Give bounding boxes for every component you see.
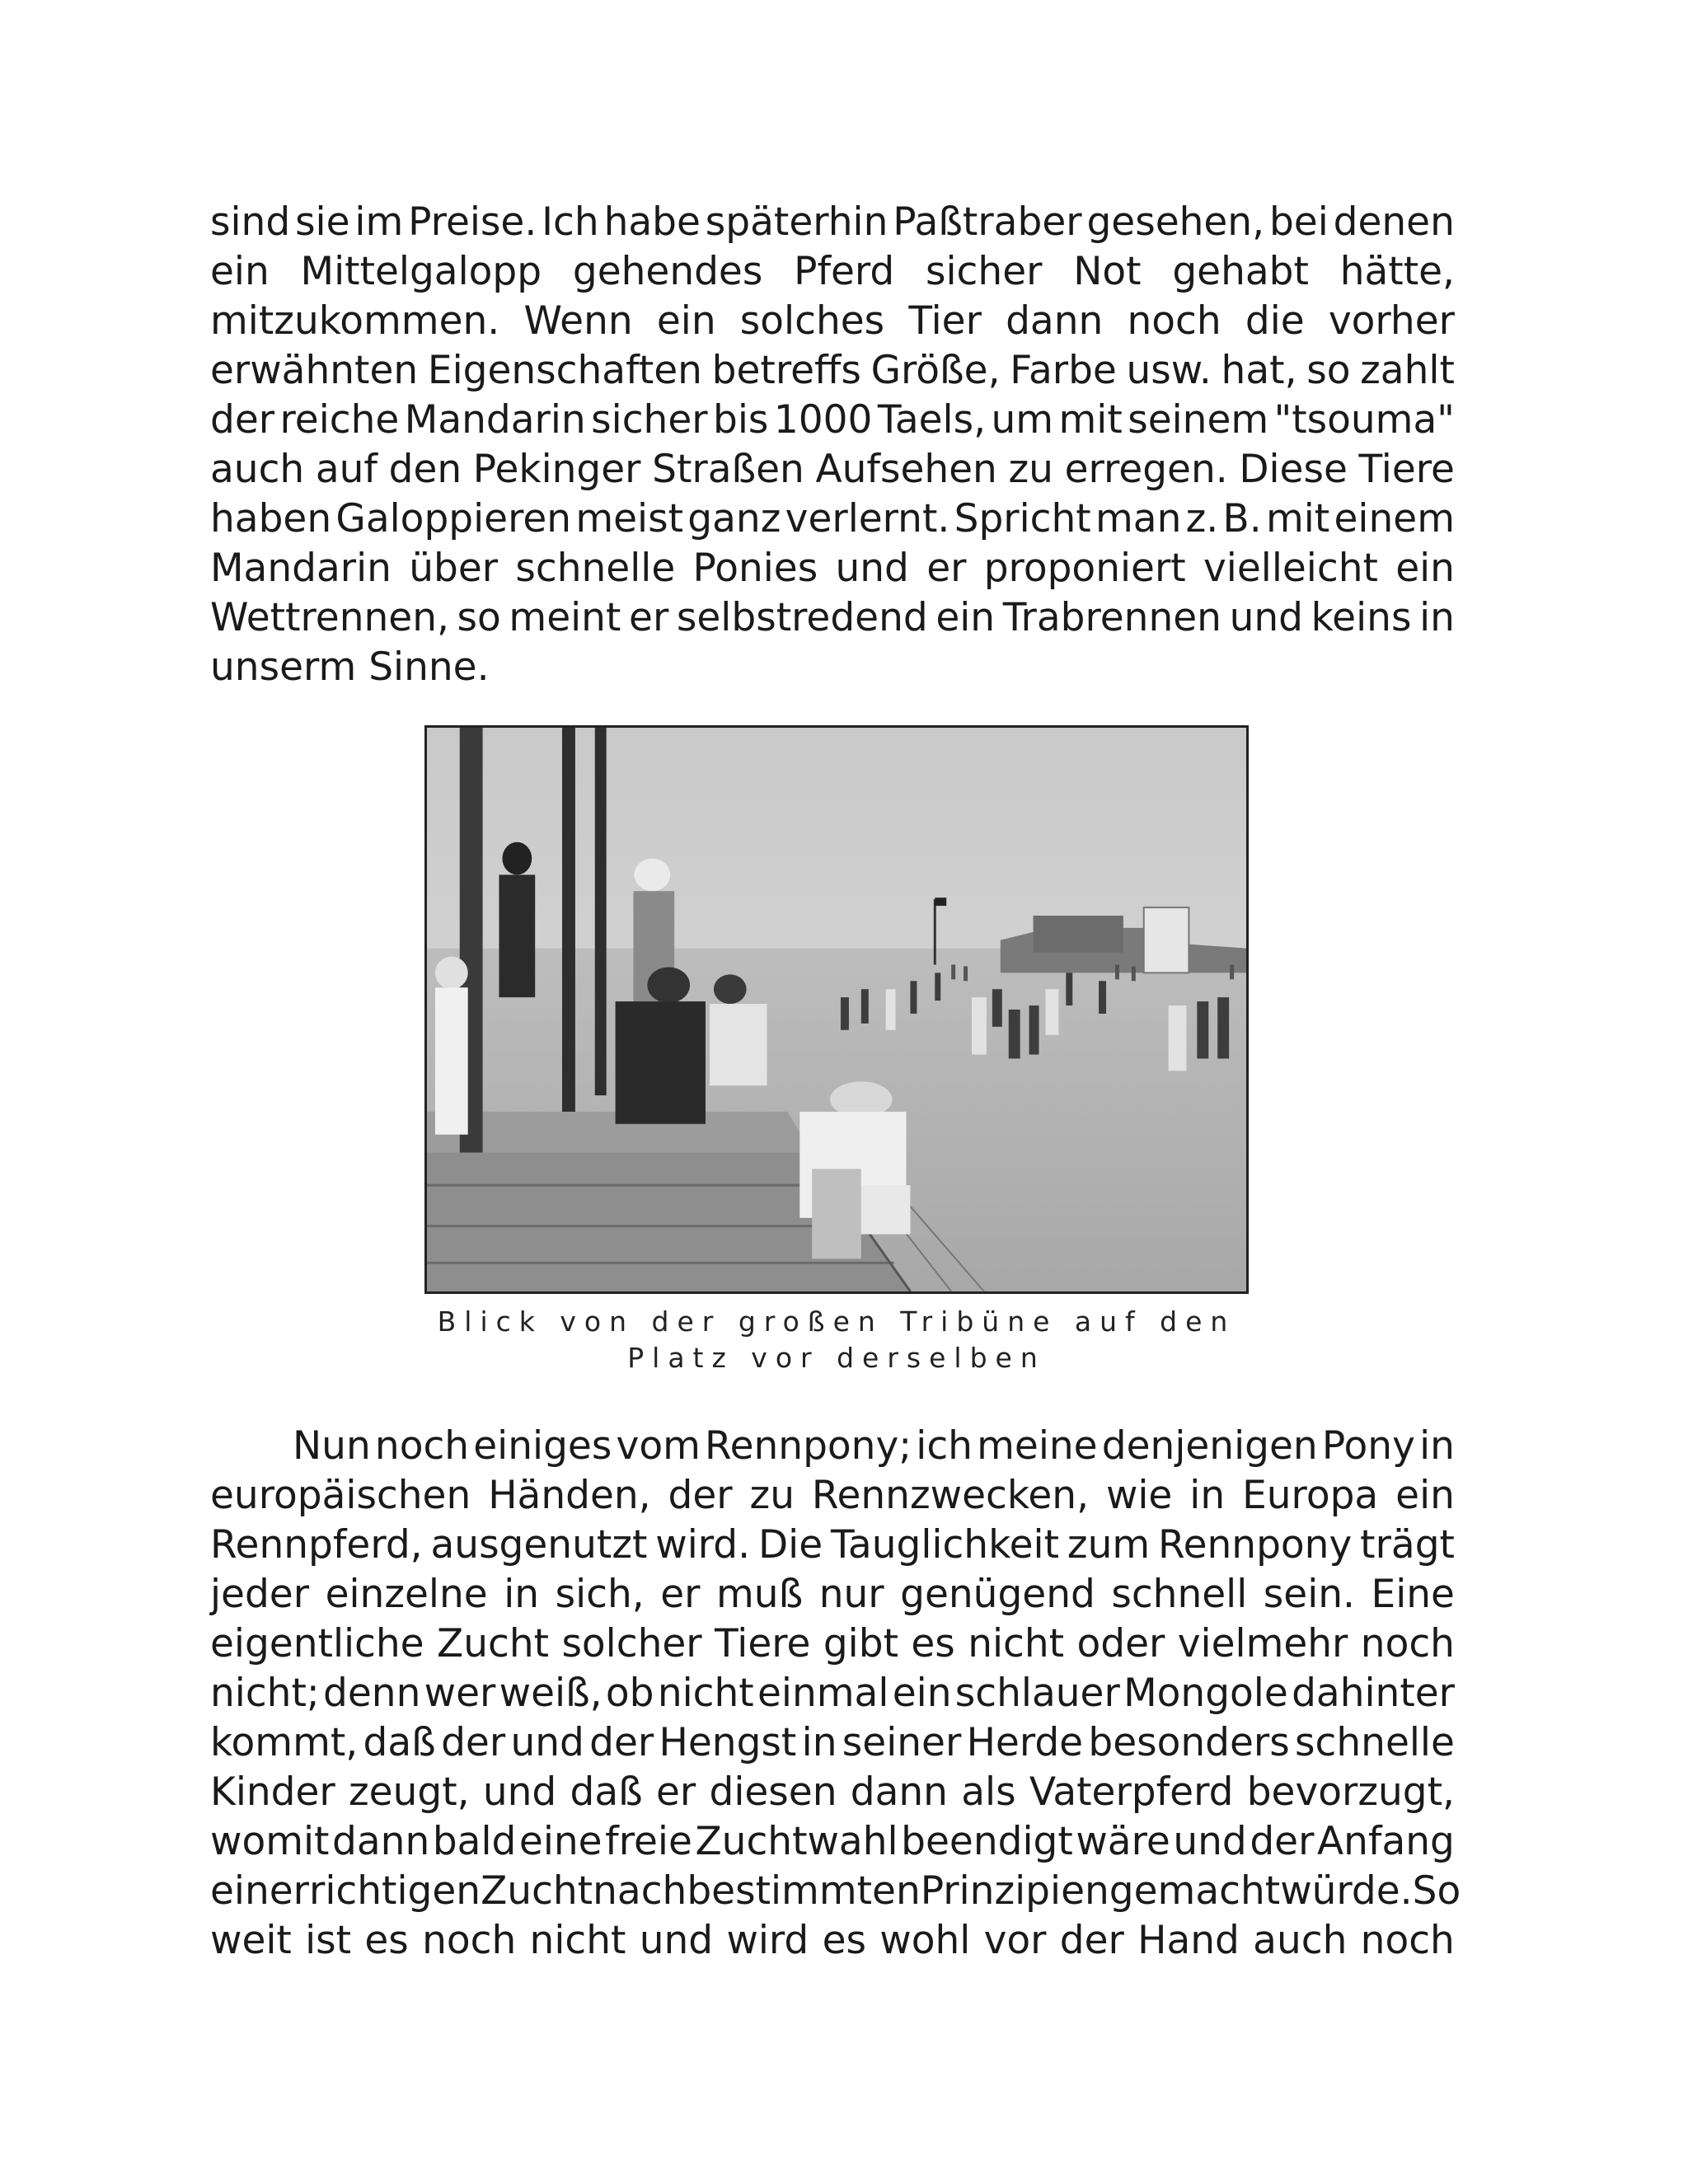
word: wird.: [655, 1522, 751, 1568]
word: freie: [605, 1819, 692, 1864]
word: wäre: [1076, 1819, 1170, 1864]
word: selbstredend: [676, 595, 928, 640]
word: es: [911, 1621, 955, 1666]
word: Kinder: [210, 1769, 335, 1815]
word: z.: [1185, 496, 1219, 541]
word: womit: [210, 1819, 330, 1864]
word: so: [457, 595, 501, 640]
word: dahinter: [1292, 1671, 1455, 1716]
word: Tiere: [715, 1621, 811, 1666]
figure-caption-line-1: Blick von der großen Tribüne auf den: [437, 1305, 1236, 1338]
word: über: [409, 546, 499, 591]
word: hat,: [1221, 348, 1297, 393]
text-line: [210, 247, 1455, 297]
word: der: [441, 1720, 506, 1765]
word: Mandarin: [210, 546, 392, 591]
word: proponiert: [983, 546, 1186, 591]
word: zu: [1008, 447, 1053, 492]
word: er: [629, 595, 669, 640]
word: daß: [363, 1720, 436, 1765]
word: der: [1250, 1819, 1315, 1864]
word: reiche: [279, 397, 400, 443]
text-line: [210, 494, 1455, 544]
word: Pferd: [794, 249, 895, 294]
word: nach: [593, 1868, 687, 1914]
word: meist: [575, 496, 684, 541]
word: bis: [713, 397, 769, 443]
word: Zuchtwahl: [695, 1819, 898, 1864]
word: und: [835, 546, 909, 591]
word: man: [1095, 496, 1182, 541]
word: vorher: [1328, 298, 1455, 344]
word: Ich: [542, 199, 599, 245]
text-run: unserm Sinne.: [210, 644, 490, 690]
word: jeder: [210, 1572, 310, 1617]
word: Europa: [1242, 1473, 1379, 1518]
word: Hand: [1137, 1918, 1240, 1963]
word: denn: [323, 1671, 421, 1716]
word: Pony: [1321, 1423, 1415, 1469]
word: keins: [1311, 595, 1412, 640]
word: Eine: [1371, 1572, 1455, 1617]
word: und: [1229, 595, 1304, 640]
word: es: [364, 1918, 409, 1963]
word: ein: [1395, 1473, 1455, 1518]
word: weiß,: [499, 1671, 603, 1716]
word: gehendes: [572, 249, 763, 294]
word: Pekinger: [472, 447, 641, 492]
word: denjenigen: [1101, 1423, 1318, 1469]
text-line: [210, 1817, 1455, 1867]
word: sein.: [1263, 1572, 1355, 1617]
figure-caption-line-2: Platz vor derselben: [627, 1342, 1046, 1374]
word: nicht;: [210, 1671, 320, 1716]
word: gibt: [823, 1621, 898, 1666]
word: verlernt.: [785, 496, 950, 541]
word: Tiere: [1358, 447, 1455, 492]
word: und: [482, 1769, 557, 1815]
word: auch: [1253, 1918, 1348, 1963]
word: zeugt,: [349, 1769, 470, 1815]
word: Zucht: [481, 1868, 593, 1914]
word: Paßtraber: [893, 199, 1082, 245]
word: sicher: [926, 249, 1043, 294]
text-line: [210, 1619, 1455, 1669]
word: daß: [570, 1769, 643, 1815]
word: Aufsehen: [815, 447, 997, 492]
word: vielmehr: [1177, 1621, 1348, 1666]
word: Ponies: [692, 546, 818, 591]
word: einzelne: [325, 1572, 488, 1617]
word: sicher: [591, 397, 708, 443]
word: einmal: [757, 1671, 889, 1716]
word: Vaterpferd: [1029, 1769, 1234, 1815]
word: Preise.: [408, 199, 537, 245]
text-line: [210, 643, 1455, 692]
word: Anfang: [1316, 1819, 1455, 1864]
word: habe: [603, 199, 701, 245]
word: betreffs: [711, 348, 861, 393]
word: wer: [424, 1671, 496, 1716]
word: erregen.: [1064, 447, 1228, 492]
text-line: [210, 346, 1455, 396]
word: in: [1419, 595, 1455, 640]
text-line: [210, 1768, 1455, 1817]
word: B.: [1222, 496, 1262, 541]
word: Nun: [293, 1423, 371, 1469]
word: sich,: [555, 1572, 645, 1617]
word: ein: [656, 298, 716, 344]
word: Eigenschaften: [427, 348, 702, 393]
word: Wettrennen,: [210, 595, 449, 640]
word: Mongole: [1123, 1671, 1288, 1716]
word: ausgenutzt: [430, 1522, 648, 1568]
word: mit: [1058, 397, 1123, 443]
word: der: [1059, 1918, 1124, 1963]
word: im: [354, 199, 404, 245]
text-line: [210, 297, 1455, 346]
text-line: [210, 1471, 1455, 1521]
word: ein: [935, 595, 996, 640]
word: schnelle: [515, 546, 676, 591]
word: Taels,: [877, 397, 987, 443]
word: Herde: [966, 1720, 1084, 1765]
text-line: [210, 1669, 1455, 1718]
word: in: [801, 1720, 837, 1765]
text-line: [210, 1867, 1461, 1916]
word: Größe,: [870, 348, 1001, 393]
word: einem: [1334, 496, 1455, 541]
word: muß: [716, 1572, 804, 1617]
word: und: [1173, 1819, 1247, 1864]
word: ich: [916, 1423, 973, 1469]
word: richtigen: [309, 1868, 481, 1914]
word: dann: [850, 1769, 948, 1815]
word: noch: [1360, 1918, 1455, 1963]
word: Zucht: [437, 1621, 550, 1666]
word: vielleicht: [1203, 546, 1378, 591]
word: die: [1245, 298, 1305, 344]
word: trägt: [1360, 1522, 1455, 1568]
word: Händen,: [488, 1473, 651, 1518]
word: ein: [1395, 546, 1455, 591]
word: auch: [210, 447, 305, 492]
word: 1000: [773, 397, 873, 443]
word: ein: [892, 1671, 952, 1716]
word: gesehen,: [1086, 199, 1265, 245]
paragraph-top: [210, 198, 1455, 692]
word: späterhin: [705, 199, 889, 245]
word: Galoppieren: [335, 496, 572, 541]
word: Wenn: [523, 298, 633, 344]
word: vom: [616, 1423, 701, 1469]
word: Spricht: [954, 496, 1091, 541]
word: der: [589, 1720, 654, 1765]
word: eigentliche: [210, 1621, 424, 1666]
word: Prinzipien: [920, 1868, 1109, 1914]
word: schlauer: [954, 1671, 1120, 1716]
word: und: [639, 1918, 714, 1963]
word: ganz: [687, 496, 781, 541]
word: der: [668, 1473, 733, 1518]
text-line: [210, 198, 1455, 247]
word: meine: [977, 1423, 1098, 1469]
word: eine: [518, 1819, 603, 1864]
word: nur: [818, 1572, 884, 1617]
word: Rennzwecken,: [811, 1473, 1090, 1518]
word: nicht: [968, 1621, 1065, 1666]
word: würde.: [1280, 1868, 1413, 1914]
word: zu: [749, 1473, 795, 1518]
word: bestimmten: [687, 1868, 921, 1914]
word: schnell: [1111, 1572, 1248, 1617]
word: meint: [509, 595, 621, 640]
word: mit: [1265, 496, 1330, 541]
word: noch: [1360, 1621, 1455, 1666]
word: um: [991, 397, 1054, 443]
word: auf: [315, 447, 377, 492]
word: gemacht: [1109, 1868, 1281, 1914]
text-line: [210, 1521, 1455, 1570]
word: in: [1189, 1473, 1226, 1518]
word: so: [1306, 348, 1351, 393]
photograph-racecourse-grandstand-view: [424, 725, 1249, 1294]
word: Rennpony: [1158, 1522, 1353, 1568]
text-line: [210, 1422, 1455, 1471]
photograph-illustration: [427, 728, 1246, 1291]
word: dann: [1006, 298, 1104, 344]
word: schnelle: [1295, 1720, 1455, 1765]
word: Diese: [1239, 447, 1348, 492]
word: Tauglichkeit: [831, 1522, 1060, 1568]
word: wird: [726, 1918, 809, 1963]
word: diesen: [709, 1769, 837, 1815]
word: Tier: [908, 298, 982, 344]
word: zahlt: [1360, 348, 1455, 393]
word: Mandarin: [404, 397, 586, 443]
word: solcher: [561, 1621, 702, 1666]
word: ist: [305, 1918, 352, 1963]
word: Mittelgalopp: [300, 249, 542, 294]
word: weit: [210, 1918, 292, 1963]
word: usw.: [1126, 348, 1212, 393]
word: sie: [295, 199, 350, 245]
word: nicht: [529, 1918, 626, 1963]
word: in: [504, 1572, 540, 1617]
word: zum: [1067, 1522, 1151, 1568]
word: Trabrennen: [1002, 595, 1221, 640]
word: mitzukommen.: [210, 298, 500, 344]
word: und: [510, 1720, 584, 1765]
word: oder: [1076, 1621, 1165, 1666]
paragraph-bottom: [210, 1422, 1461, 1966]
word: besonders: [1088, 1720, 1290, 1765]
word: bei: [1268, 199, 1329, 245]
text-line: [210, 593, 1455, 643]
word: den: [388, 447, 462, 492]
word: als: [961, 1769, 1016, 1815]
text-line: [210, 396, 1455, 445]
word: einiges: [473, 1423, 612, 1469]
text-line: [210, 445, 1455, 494]
word: er: [926, 546, 967, 591]
word: hätte,: [1339, 249, 1455, 294]
word: es: [822, 1918, 866, 1963]
word: ob: [605, 1671, 654, 1716]
word: in: [1419, 1423, 1455, 1469]
word: kommt,: [210, 1720, 359, 1765]
word: bald: [432, 1819, 517, 1864]
word: solches: [739, 298, 885, 344]
word: Straßen: [652, 447, 804, 492]
word: nicht: [657, 1671, 754, 1716]
word: noch: [1127, 298, 1221, 344]
word: wie: [1105, 1473, 1173, 1518]
word: Farbe: [1010, 348, 1117, 393]
text-line: [210, 1718, 1455, 1768]
word: genügend: [900, 1572, 1095, 1617]
word: wohl: [879, 1918, 971, 1963]
word: beendigt: [901, 1819, 1073, 1864]
text-line: [210, 544, 1455, 593]
word: der: [210, 397, 275, 443]
word: Rennpferd,: [210, 1522, 423, 1568]
word: seiner: [842, 1720, 962, 1765]
word: einer: [210, 1868, 310, 1914]
word: ein: [210, 249, 270, 294]
word: Die: [757, 1522, 823, 1568]
word: So: [1412, 1868, 1461, 1914]
word: Rennpony;: [705, 1423, 912, 1469]
text-line: [210, 1570, 1455, 1619]
text-line: [210, 1916, 1455, 1966]
word: noch: [374, 1423, 470, 1469]
word: Hengst: [659, 1720, 797, 1765]
word: er: [660, 1572, 701, 1617]
word: vor: [983, 1918, 1047, 1963]
word: er: [656, 1769, 696, 1815]
word: "tsouma": [1273, 397, 1455, 443]
word: haben: [210, 496, 332, 541]
word: sind: [210, 199, 291, 245]
word: noch: [422, 1918, 517, 1963]
word: Not: [1073, 249, 1142, 294]
word: europäischen: [210, 1473, 471, 1518]
word: seinem: [1128, 397, 1269, 443]
word: dann: [332, 1819, 430, 1864]
word: bevorzugt,: [1246, 1769, 1455, 1815]
word: erwähnten: [210, 348, 419, 393]
word: denen: [1333, 199, 1455, 245]
word: gehabt: [1172, 249, 1309, 294]
